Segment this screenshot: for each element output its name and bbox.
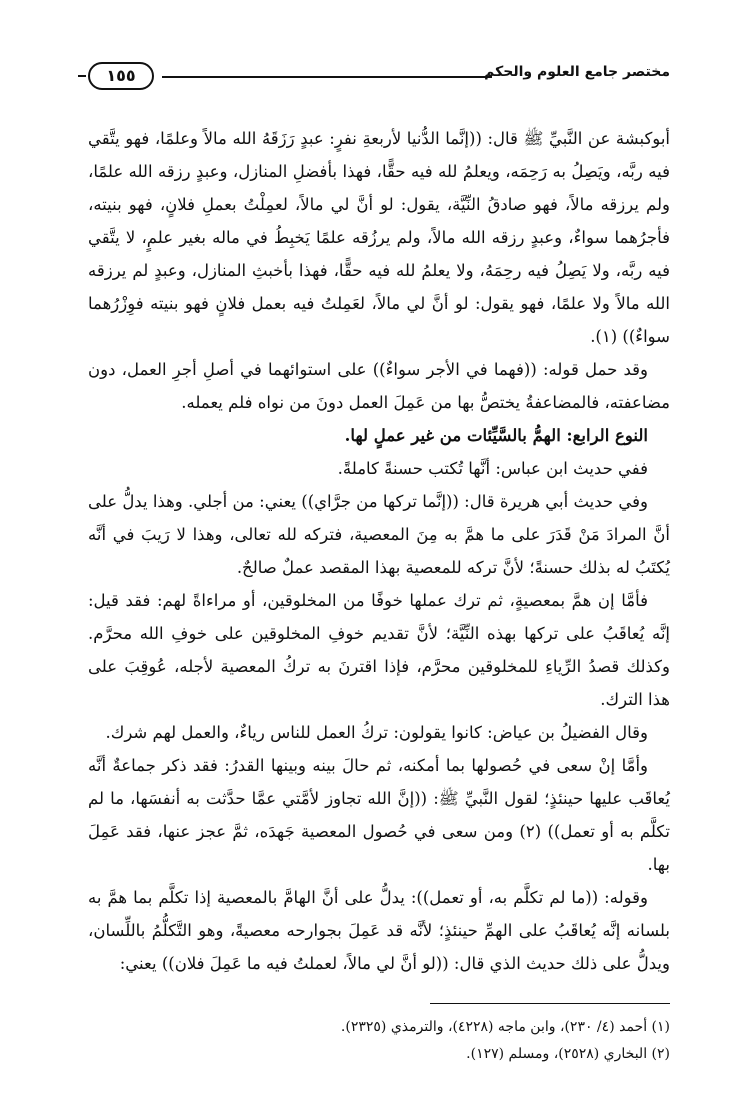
paragraph-speech: وقوله: ((ما لم تكلَّم به، أو تعمل)): يدلُّ على أنَّ الهامَّ بالمعصية إذا تكلَّم بما همَّ به بلسانه إنَّه يُعاقَبُ على الهمِّ حينئذٍ؛ لأنَّه قد عَمِلَ بجوارحه معصيةً، وهو التَّكلُّمُ باللِّسان، ويدلُّ على ذلك حديث الذي قال: ((لو أنَّ لي مالاً، لعملتُ فيه ما عَمِلَ فلان)) يعني: — [88, 888, 670, 973]
footnote-2: (٢) البخاري (٢٥٢٨)، ومسلم (١٢٧). — [466, 1046, 670, 1062]
paragraph-fudayl: وقال الفضيلُ بن عياض: كانوا يقولون: تركُ العمل للناس رياءٌ، والعمل لهم شرك. — [105, 723, 648, 742]
footnote-separator — [430, 1003, 670, 1004]
page-number: ١٥٥ — [88, 62, 154, 90]
paragraph-abu-hurayra: وفي حديث أبي هريرة قال: ((إنَّما تركها من جرَّاي)) يعني: من أجلي. وهذا يدلُّ على أنَّ المرادَ مَنْ قَدَرَ على ما همَّ به مِنَ المعصية، فتركه لله تعالى، وهذا لا رَيبَ في أنَّه يُكتَبُ له بذلك حسنةً؛ لأنَّ تركه للمعصية بهذا المقصد عملٌ صالحٌ. — [88, 492, 670, 577]
paragraph-ibn-abbas: ففي حديث ابن عباس: أنَّها تُكتب حسنةً كاملةً. — [337, 459, 648, 478]
book-title: مختصر جامع العلوم والحكم — [484, 64, 670, 80]
paragraph-fear-of-creation: فأمَّا إن همَّ بمعصيةٍ، ثم ترك عملها خوفًا من المخلوقين، أو مراءاةً لهم: فقد قيل: إنَّه يُعاقَبُ على تركها بهذه النِّيَّة؛ لأنَّ تقديم خوفِ المخلوقين على خوفِ الله محرَّم. وكذلك قصدُ الرِّياءِ للمخلوقين محرَّم، فإذا اقترنَ به تركُ المعصية لأجله، عُوقِبَ على هذا الترك. — [88, 591, 670, 709]
running-header — [88, 58, 670, 96]
paragraph-hadith: أبوكبشة عن النَّبيِّ ﷺ قال: ((إنَّما الدُّنيا لأربعةِ نفرٍ: عبدٍ رَزَقَهُ الله مالاً وعلمًا، فهو يتَّقي فيه ربَّه، ويَصِلُ به رَحِمَه، ويعلمُ لله فيه حقًّا، فهذا بأفضلِ المنازل، وعبدٍ رزقه الله علمًا، ولم يرزقه مالاً، فهو صادقُ النِّيَّة، يقول: لو أنَّ لي مالاً، لعمِلْتُ بعملِ فلانٍ، فهو بنيته، فأجرُهما سواءٌ، وعبدٍ رزقه الله مالاً، ولم يرزُقه علمًا يَخبِطُ في ماله بغير علمٍ، لا يتَّقي فيه ربَّه، ولا يَصِلُ فيه رحِمَهُ، ولا يعلمُ لله فيه حقًّا، فهذا بأخبثِ المنازل، وعبدٍ لم يرزقه الله مالاً ولا علمًا، فهو يقول: لو أنَّ لي مالاً، لعَمِلتُ فيه بعمل فلانٍ فهو بنيته فوِزْرُهما سواءٌ)) (١). — [88, 129, 670, 346]
main-text — [88, 122, 670, 980]
footnotes — [88, 1014, 670, 1068]
section-heading-fourth-type: النوع الرابع: الهمُّ بالسَّيِّئات من غير عملٍ لها. — [344, 426, 648, 445]
header-rule — [162, 76, 492, 78]
paragraph-reward-equality: وقد حمل قوله: ((فهما في الأجر سواءٌ)) على استوائهما في أصلِ أجرِ العمل، دون مضاعفته، فالمضاعفةُ يختصُّ بها من عَمِلَ العمل دونَ من نواه فلم يعمله. — [88, 360, 670, 412]
footnote-1: (١) أحمد (٤/ ٢٣٠)، وابن ماجه (٤٢٢٨)، والترمذي (٢٣٢٥). — [340, 1019, 670, 1035]
paragraph-striving: وأمَّا إنْ سعى في حُصولها بما أمكنه، ثم حالَ بينه وبينها القدرُ: فقد ذكر جماعةٌ أنَّه يُعاقَب عليها حينئذٍ؛ لقول النَّبيِّ ﷺ: ((إنَّ الله تجاوز لأمَّتي عمَّا حدَّثت به أنفسَها، ما لم تكلَّم به أو تعمل)) (٢) ومن سعى في حُصول المعصية جَهدَه، ثمَّ عجز عنها، فقد عَمِلَ بها. — [88, 756, 670, 874]
